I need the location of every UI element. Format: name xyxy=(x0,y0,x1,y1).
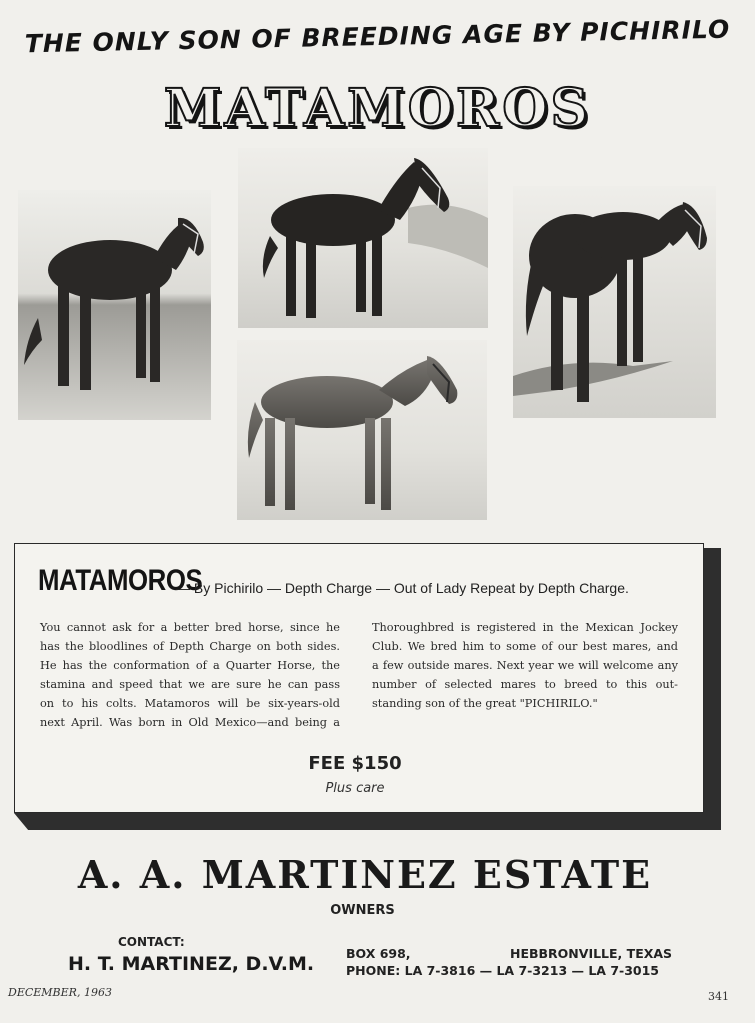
body-line: Thoroughbred is registered in the Mexican Jockey xyxy=(372,621,678,634)
stud-fee: FEE $150 xyxy=(308,753,402,774)
box-shadow-bottom xyxy=(14,813,721,830)
horse-photo-bottom-center xyxy=(237,340,487,520)
info-horse-name: MATAMOROS xyxy=(38,564,203,597)
body-line: Club. We bred him to some of our best mares, and xyxy=(372,640,678,653)
body-line: number of selected mares to breed to this out- xyxy=(372,678,678,691)
owners-label: OWNERS xyxy=(330,903,395,918)
estate-name: A. A. MARTINEZ ESTATE xyxy=(77,852,653,897)
horse-name-title: MATAMOROS xyxy=(163,78,592,139)
contact-label: CONTACT: xyxy=(118,935,185,949)
info-body-left xyxy=(40,618,340,732)
body-line: next April. Was born in Old Mexico—and being a xyxy=(40,716,340,729)
phone-numbers: PHONE: LA 7-3816 — LA 7-3213 — LA 7-3015 xyxy=(346,963,660,978)
page-number: 341 xyxy=(708,990,729,1003)
body-line: You cannot ask for a better bred horse, since he xyxy=(40,621,340,634)
issue-date: DECEMBER, 1963 xyxy=(8,986,112,999)
info-body-right xyxy=(372,618,678,713)
fee-note: Plus care xyxy=(325,781,385,796)
headline: THE ONLY SON OF BREEDING AGE BY PICHIRILO xyxy=(24,14,731,59)
horse-photo-right xyxy=(513,186,716,418)
horse-photo-left xyxy=(18,190,211,420)
info-lineage: — By Pichirilo — Depth Charge — Out of Lady Repeat by Depth Charge. xyxy=(176,580,629,596)
contact-name: H. T. MARTINEZ, D.V.M. xyxy=(68,953,315,975)
body-line: on to his colts. Matamoros will be six-years-old xyxy=(40,697,340,710)
body-line: a few outside mares. Next year we will welcome any xyxy=(372,659,678,672)
address-city: HEBBRONVILLE, TEXAS xyxy=(510,946,673,961)
address-box: BOX 698, xyxy=(346,946,411,961)
horse-photo-top-center xyxy=(238,148,488,328)
body-line: standing son of the great "PICHIRILO." xyxy=(372,697,598,710)
body-line: He has the conformation of a Quarter Horse, the xyxy=(40,659,340,672)
body-line: has the bloodlines of Depth Charge on both sides. xyxy=(40,640,340,653)
body-line: stamina and speed that we are sure he can pass xyxy=(40,678,340,691)
